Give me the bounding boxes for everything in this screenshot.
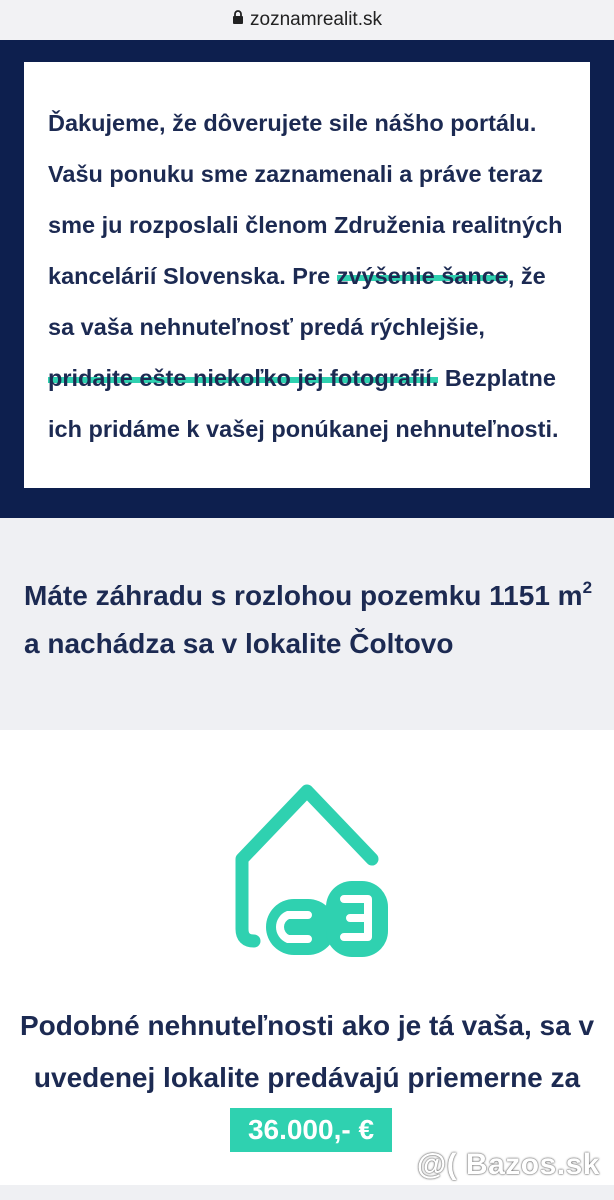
add-photos-link[interactable]: pridajte ešte niekoľko jej fotografií. <box>48 365 439 391</box>
property-info-text <box>24 572 599 668</box>
average-price-badge: 36.000,- € <box>230 1108 392 1152</box>
similar-properties-text <box>0 1000 614 1156</box>
price-description: Podobné nehnuteľnosti ako je tá vaša, sa v uvedenej lokalite predávajú priemerne za <box>19 1010 595 1093</box>
info-text-part2: a nachádza sa v lokalite Čoltovo <box>24 628 454 659</box>
highlight-increase-chance: zvýšenie šance <box>336 263 508 289</box>
url-text: zoznamrealit.sk <box>250 9 382 30</box>
lock-icon <box>232 9 244 31</box>
hero-section <box>0 40 614 518</box>
area-superscript: 2 <box>582 578 593 597</box>
bazos-watermark: @( Bazos.sk <box>416 1148 600 1181</box>
thank-you-message <box>48 98 568 455</box>
house-coins-icon <box>222 765 392 965</box>
message-text-2: , že sa vaša nehnuteľnosť predá rýchlejšie, <box>48 263 546 340</box>
message-text: Ďakujeme, že dôverujete sile nášho portálu. Vašu ponuku sme zaznamenali a práve teraz sme ju rozposlali členom Združenia realitných kancelárií Slovenska. Pre <box>48 110 563 289</box>
info-text-part1: Máte záhradu s rozlohou pozemku 1151 m <box>24 580 583 611</box>
message-text-3: Bezplatne ich pridáme k vašej ponúkanej nehnuteľnosti. <box>48 365 559 442</box>
property-info-section <box>0 518 614 730</box>
browser-url-bar[interactable] <box>0 0 614 40</box>
bottom-strip <box>0 1185 614 1200</box>
price-section <box>0 730 614 1185</box>
thank-you-card <box>24 62 590 488</box>
